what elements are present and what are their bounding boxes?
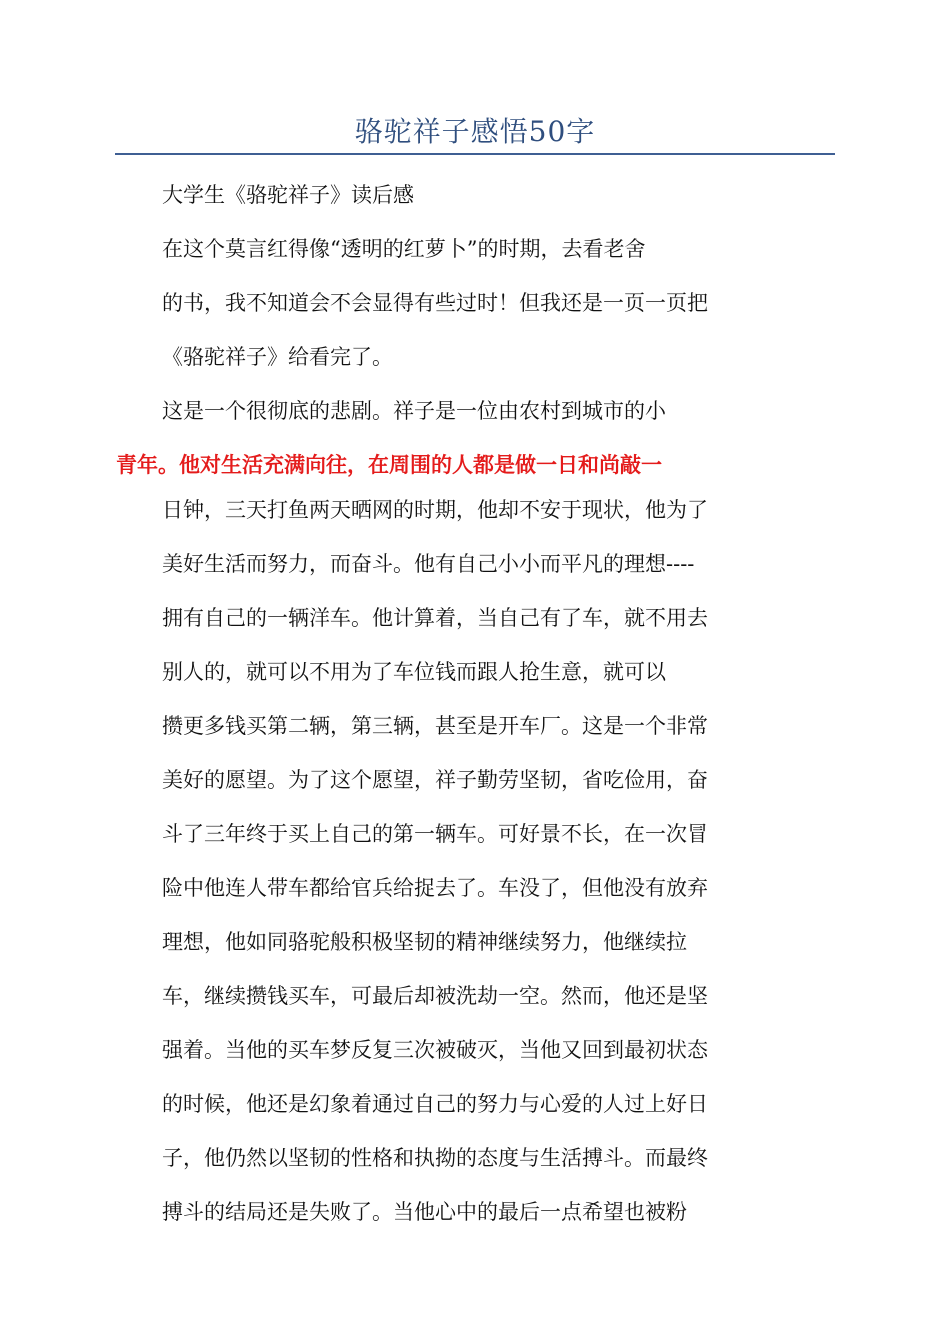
document-title: 骆驼祥子感悟50字 [354,115,596,148]
text-line: 子，他仍然以坚韧的性格和执拗的态度与生活搏斗。而最终 [162,1146,708,1170]
text-line: 大学生《骆驼祥子》读后感 [162,183,414,207]
text-line: 斗了三年终于买上自己的第一辆车。可好景不长，在一次冒 [162,822,708,846]
text-line: 车，继续攒钱买车，可最后却被洗劫一空。然而，他还是坚 [162,984,708,1008]
text-line: 别人的，就可以不用为了车位钱而跟人抢生意，就可以 [162,660,666,684]
title-underline [115,153,835,155]
text-line: 日钟，三天打鱼两天晒网的时期，他却不安于现状，他为了 [162,498,708,522]
text-line: 的时候，他还是幻象着通过自己的努力与心爱的人过上好日 [162,1092,708,1116]
text-line: 理想，他如同骆驼般积极坚韧的精神继续努力，他继续拉 [162,930,687,954]
text-line: 美好生活而努力，而奋斗。他有自己小小而平凡的理想---- [162,552,695,576]
text-line: 美好的愿望。为了这个愿望，祥子勤劳坚韧，省吃俭用，奋 [162,768,708,792]
text-line: 《骆驼祥子》给看完了。 [162,345,393,369]
text-line: 搏斗的结局还是失败了。当他心中的最后一点希望也被粉 [162,1200,687,1224]
text-line: 在这个莫言红得像“透明的红萝卜”的时期，去看老舍 [162,237,646,261]
text-line: 拥有自己的一辆洋车。他计算着，当自己有了车，就不用去 [162,606,708,630]
text-line: 的书，我不知道会不会显得有些过时！但我还是一页一页把 [162,291,708,315]
text-line: 险中他连人带车都给官兵给捉去了。车没了，但他没有放弃 [162,876,708,900]
text-line: 强着。当他的买车梦反复三次被破灭，当他又回到最初状态 [162,1038,708,1062]
text-line: 这是一个很彻底的悲剧。祥子是一位由农村到城市的小 [162,399,666,423]
text-line: 攒更多钱买第二辆，第三辆，甚至是开车厂。这是一个非常 [162,714,708,738]
highlighted-text-line: 青年。他对生活充满向往，在周围的人都是做一日和尚敲一 [116,453,662,477]
